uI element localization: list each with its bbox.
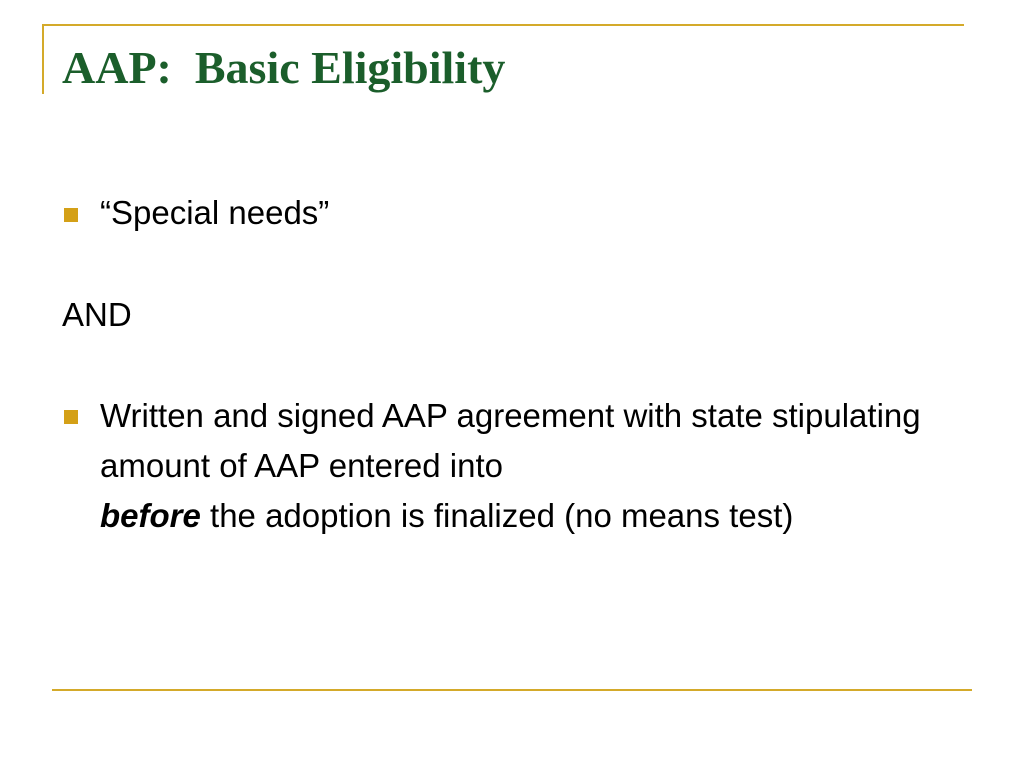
title-frame-top-line [42, 24, 964, 26]
slide-title: AAP: Basic Eligibility [62, 42, 506, 93]
agreement-text-end: the adoption is finalized (no means test) [210, 497, 794, 534]
and-connector: AND [62, 296, 132, 333]
footer-divider-line [52, 689, 972, 691]
agreement-text-start: Written and signed AAP agreement with state stipulating amount of AAP entered into [100, 397, 921, 484]
title-frame-left-line [42, 24, 44, 94]
square-bullet-icon [64, 208, 78, 222]
square-bullet-icon [64, 410, 78, 424]
bullet-item-special-needs: “Special needs” [100, 194, 330, 231]
bullet-item-aap-agreement [100, 391, 970, 541]
emphasis-before: before [100, 497, 201, 534]
